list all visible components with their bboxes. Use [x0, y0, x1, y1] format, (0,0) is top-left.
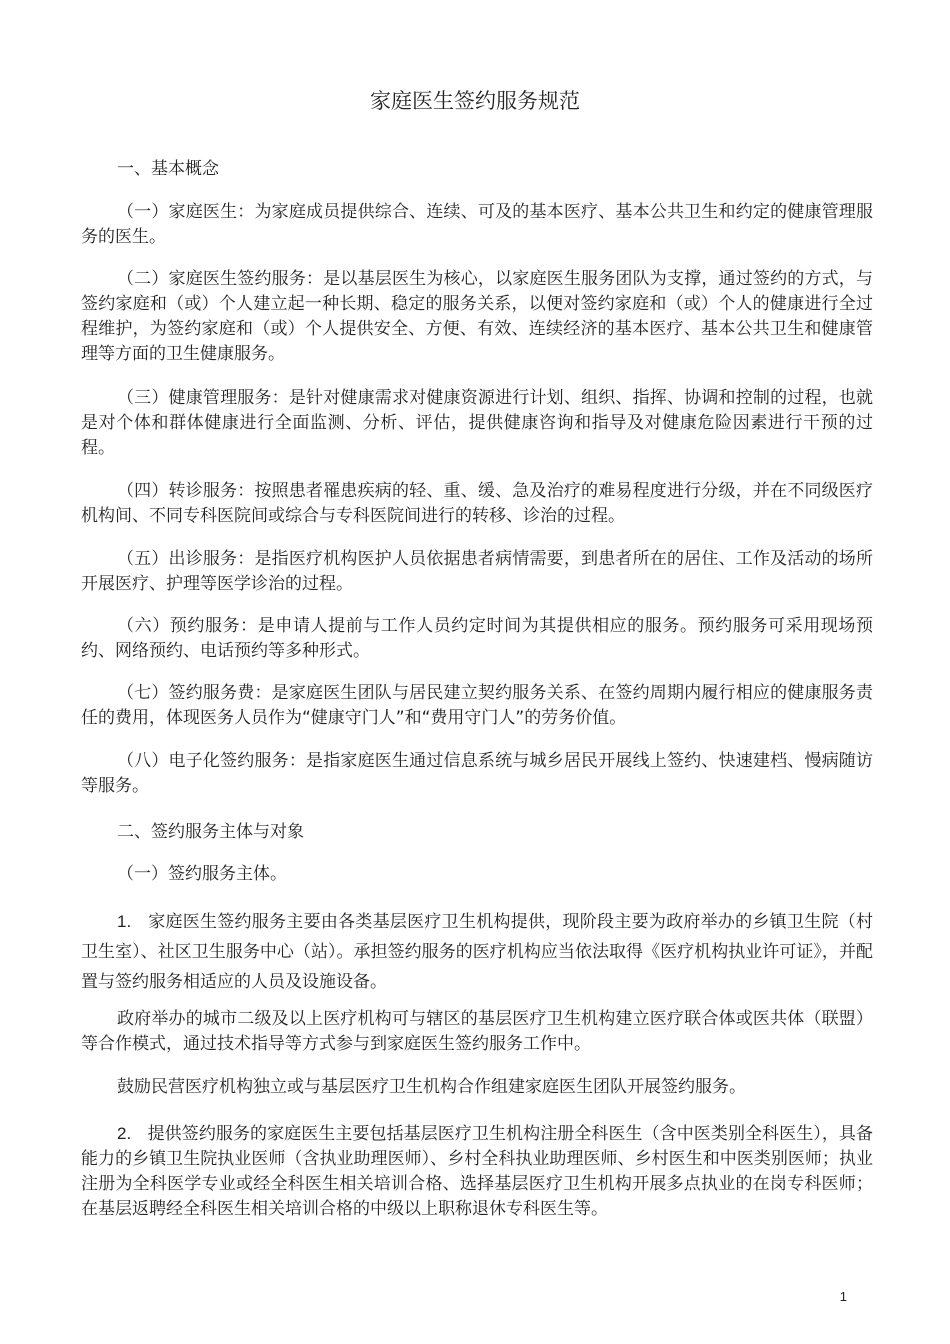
list-item-text [81, 1121, 873, 1222]
list-item-body: 家庭医生签约服务主要由各类基层医疗卫生机构提供，现阶段主要为政府举办的乡镇卫生院（村卫生室）、社区卫生服务中心（站）。承担签约服务的医疗机构应当依法取得《医疗机构执业许可证》，并配置与签约服务相适应的人员及设施设备。 [81, 912, 874, 992]
paragraph-text: （六）预约服务：是申请人提前与工作人员约定时间为其提供相应的服务。预约服务可采用现场预约、网络预约、电话预约等多种形式。 [81, 616, 873, 661]
section-heading: 二、签约服务主体与对象 [117, 822, 304, 842]
paragraph-text: （三）健康管理服务：是针对健康需求对健康资源进行计划、组织、指挥、协调和控制的过程，也就是对个体和群体健康进行全面监测、分析、评估，提供健康咨询和指导及对健康危险因素进行干预的过程。 [81, 388, 873, 458]
paragraph-appointment [81, 614, 873, 664]
paragraph-health-management [81, 386, 873, 461]
list-item-text [81, 907, 873, 997]
section-heading: 一、基本概念 [117, 159, 219, 179]
paragraph-text: （五）出诊服务：是指医疗机构医护人员依据患者病情需要，到患者所在的居住、工作及活动的场所开展医疗、护理等医学诊治的过程。 [81, 549, 873, 594]
document-title: 家庭医生签约服务规范 [370, 89, 580, 113]
subheading-service-subject [81, 862, 873, 887]
section-heading-subject-object [81, 820, 873, 845]
paragraph-private-hospitals [81, 1075, 873, 1100]
paragraph-text: （一）家庭医生：为家庭成员提供综合、连续、可及的基本医疗、基本公共卫生和约定的健康管理服务的医生。 [81, 202, 873, 247]
list-item-2 [81, 1121, 873, 1222]
paragraph-referral [81, 479, 873, 529]
paragraph-service-fee [81, 681, 873, 731]
paragraph-text: （七）签约服务费：是家庭医生团队与居民建立契约服务关系、在签约周期内履行相应的健康服务责任的费用，体现医务人员作为“健康守门人”和“费用守门人”的劳务价值。 [81, 683, 873, 728]
list-item-1 [81, 907, 873, 997]
page-number: 1 [839, 1289, 847, 1304]
paragraph-family-doctor [81, 200, 873, 250]
list-item-body: 提供签约服务的家庭医生主要包括基层医疗卫生机构注册全科医生（含中医类别全科医生），具备能力的乡镇卫生院执业医师（含执业助理医师）、乡村全科执业助理医师、乡村医生和中医类别医师；执业注册为全科医学专业或经全科医生相关培训合格、选择基层医疗卫生机构开展多点执业的在岗专科医师；在基层返聘经全科医生相关培训合格的中级以上职称退休专科医生等。 [81, 1124, 873, 1219]
paragraph-house-call [81, 547, 873, 597]
paragraph-text: （二）家庭医生签约服务：是以基层医生为核心，以家庭医生服务团队为支撑，通过签约的方式，与签约家庭和（或）个人建立起一种长期、稳定的服务关系，以便对签约家庭和（或）个人的健康进行全过程维护，为签约家庭和（或）个人提供安全、方便、有效、连续经济的基本医疗、基本公共卫生和健康管理等方面的卫生健康服务。 [81, 269, 873, 364]
list-number: 1. [117, 912, 132, 931]
section-heading-basic-concepts [81, 157, 873, 182]
list-number: 2. [117, 1124, 132, 1143]
paragraph-text: 鼓励民营医疗机构独立或与基层医疗卫生机构合作组建家庭医生团队开展签约服务。 [117, 1077, 746, 1097]
subheading: （一）签约服务主体。 [117, 864, 287, 884]
paragraph-text: 政府举办的城市二级及以上医疗机构可与辖区的基层医疗卫生机构建立医疗联合体或医共体（联盟）等合作模式，通过技术指导等方式参与到家庭医生签约服务工作中。 [81, 1009, 873, 1054]
paragraph-text: （八）电子化签约服务：是指家庭医生通过信息系统与城乡居民开展线上签约、快速建档、慢病随访等服务。 [81, 751, 873, 796]
paragraph-signing-service [81, 267, 873, 367]
paragraph-text: （四）转诊服务：按照患者罹患疾病的轻、重、缓、急及治疗的难易程度进行分级，并在不同级医疗机构间、不同专科医院间或综合与专科医院间进行的转移、诊治的过程。 [81, 481, 873, 526]
paragraph-electronic-signing [81, 749, 873, 799]
paragraph-government-hospitals [81, 1007, 873, 1057]
